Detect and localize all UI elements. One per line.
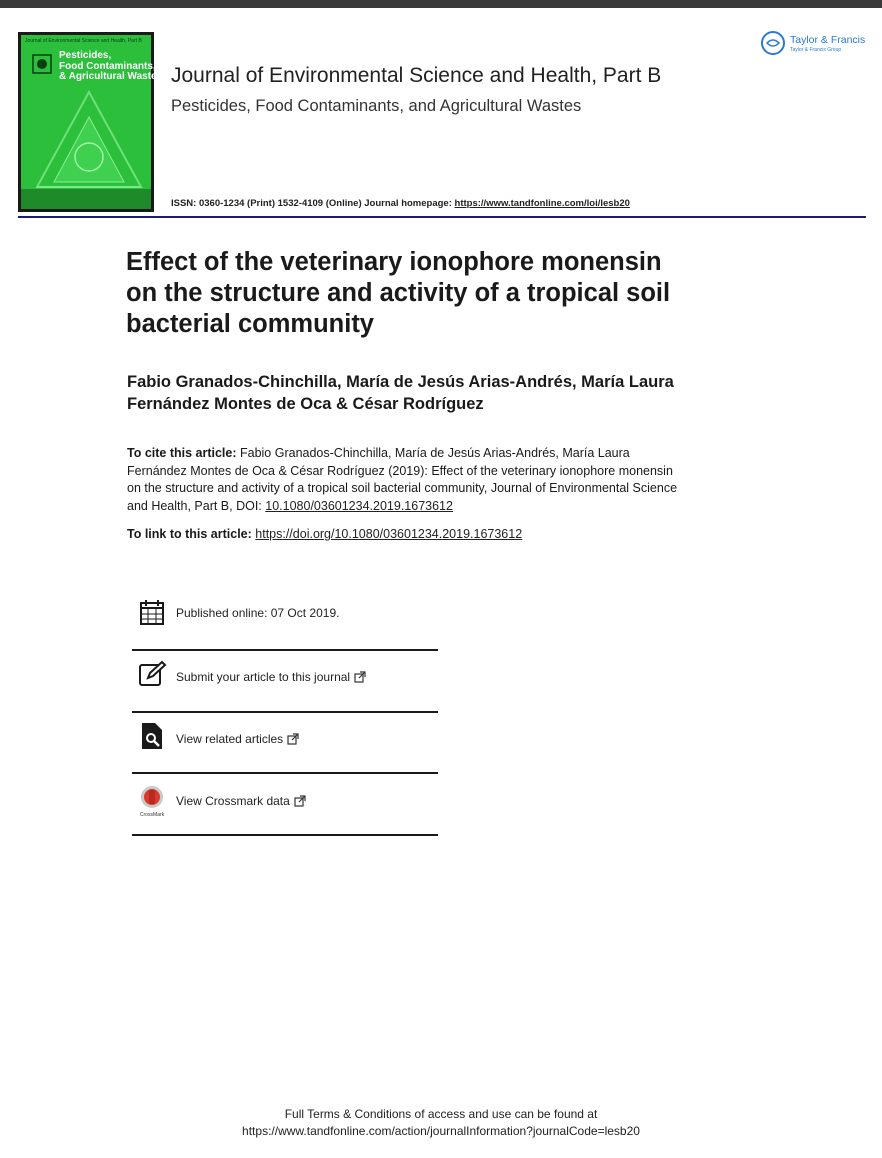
info-divider bbox=[132, 772, 438, 774]
issn-line bbox=[171, 198, 630, 209]
crossmark-label: View Crossmark data bbox=[176, 794, 290, 808]
citation-block bbox=[127, 445, 807, 515]
info-divider bbox=[132, 834, 438, 836]
journal-homepage-link[interactable]: https://www.tandfonline.com/loi/lesb20 bbox=[454, 198, 630, 209]
article-doi-url-link[interactable]: https://doi.org/10.1080/03601234.2019.1673612 bbox=[255, 527, 523, 541]
journal-cover[interactable] bbox=[18, 32, 163, 212]
cover-emblem-icon bbox=[31, 53, 53, 75]
submit-article-label: Submit your article to this journal bbox=[176, 670, 351, 684]
crossmark-logo-text: CrossMark bbox=[139, 812, 165, 818]
cover-title-line: Pesticides, bbox=[59, 50, 112, 61]
cover-title-line: & Agricultural Wastes bbox=[59, 71, 163, 82]
external-link-icon bbox=[294, 795, 306, 807]
citation-text: Fabio Granados-Chinchilla, María de Jesús Arias-Andrés, María Laura bbox=[236, 446, 630, 460]
header-divider bbox=[18, 216, 866, 218]
cover-bottom-band bbox=[21, 189, 151, 209]
citation-line: Fernández Montes de Oca & César Rodríguez (2019): Effect of the veterinary ionophore monensin bbox=[127, 463, 673, 478]
crossmark-icon bbox=[138, 784, 166, 818]
article-title bbox=[126, 247, 746, 340]
info-divider bbox=[132, 711, 438, 713]
footer bbox=[0, 1106, 882, 1140]
publisher-logo-icon bbox=[761, 31, 785, 55]
edit-icon bbox=[138, 660, 166, 688]
article-link-line bbox=[127, 527, 522, 541]
authors-line: Fernández Montes de Oca & César Rodríguez bbox=[127, 395, 484, 413]
crossmark-link[interactable] bbox=[176, 794, 306, 808]
citation-line bbox=[127, 498, 807, 516]
journal-cover-image bbox=[21, 35, 163, 209]
citation-label: To cite this article: bbox=[127, 446, 237, 460]
external-link-icon bbox=[287, 733, 299, 745]
article-title-line: Effect of the veterinary ionophore monensin bbox=[126, 248, 662, 276]
footer-terms-text: Full Terms & Conditions of access and use can be found at bbox=[284, 1107, 598, 1121]
authors-line: Fabio Granados-Chinchilla, María de Jesús Arias-Andrés, María Laura bbox=[127, 373, 674, 391]
cover-artwork bbox=[29, 87, 149, 197]
cover-top-text: Journal of Environmental Science and Health, Part B bbox=[25, 38, 142, 44]
footer-terms-url[interactable]: https://www.tandfonline.com/action/journalInformation?journalCode=lesb20 bbox=[242, 1124, 640, 1138]
cover-title-line: Food Contaminants, bbox=[59, 60, 156, 72]
article-authors bbox=[127, 371, 787, 415]
publisher-group: Taylor & Francis Group bbox=[790, 47, 842, 53]
cover-title bbox=[59, 50, 163, 83]
citation-text: and Health, Part B, DOI: bbox=[127, 498, 266, 513]
top-bar bbox=[0, 0, 882, 8]
related-articles-label: View related articles bbox=[176, 732, 284, 746]
citation-line: on the structure and activity of a tropical soil bacterial community, Journal of Environmental Science bbox=[127, 481, 678, 495]
submit-article-link[interactable] bbox=[176, 670, 366, 684]
article-title-line: bacterial community bbox=[126, 310, 374, 338]
issn-text: ISSN: 0360-1234 (Print) 1532-4109 (Online) Journal homepage: bbox=[171, 198, 455, 209]
info-divider bbox=[132, 649, 438, 651]
related-articles-link[interactable] bbox=[176, 732, 299, 746]
calendar-icon bbox=[138, 598, 166, 626]
publisher-logo[interactable] bbox=[761, 31, 871, 59]
doi-link[interactable]: 10.1080/03601234.2019.1673612 bbox=[265, 498, 453, 513]
citation-line bbox=[127, 445, 807, 463]
external-link-icon bbox=[354, 671, 366, 683]
journal-title[interactable]: Journal of Environmental Science and Health, Part B bbox=[171, 64, 662, 87]
journal-subtitle: Pesticides, Food Contaminants, and Agricultural Wastes bbox=[171, 97, 582, 115]
published-online-text: Published online: 07 Oct 2019. bbox=[176, 606, 340, 620]
link-label: To link to this article: bbox=[127, 527, 256, 541]
document-search-icon bbox=[138, 722, 166, 750]
article-title-line: on the structure and activity of a tropical soil bbox=[126, 279, 671, 307]
publisher-name: Taylor & Francis bbox=[790, 34, 866, 46]
